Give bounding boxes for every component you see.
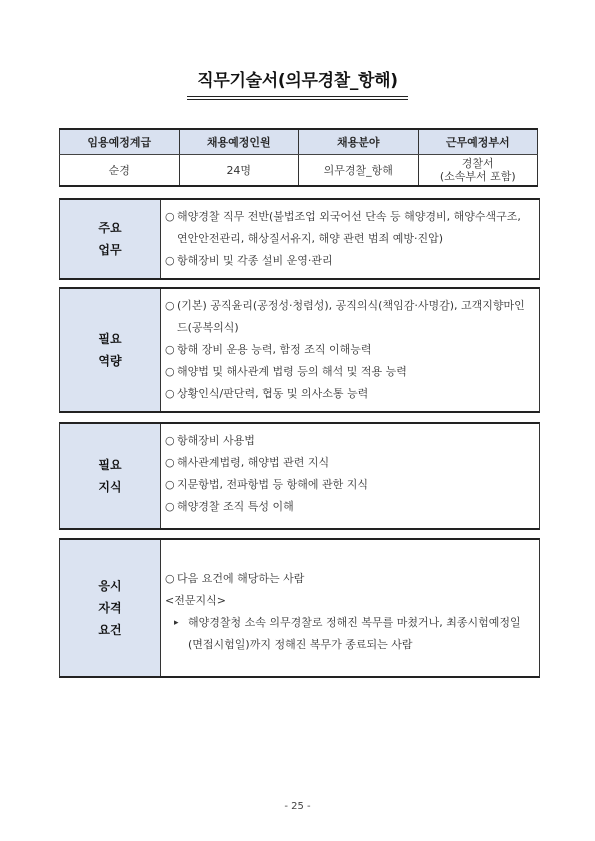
section-knowledge (59, 422, 540, 530)
section-duties-label-2: 업무 (98, 243, 122, 257)
circle-bullet-icon: ○ (165, 343, 175, 356)
header-rank: 임용예정계급 (60, 129, 180, 155)
section-qualification-label-2: 자격 (98, 601, 122, 615)
circle-bullet-icon: ○ (165, 387, 175, 400)
list-item (165, 295, 535, 339)
section-knowledge-label (60, 424, 161, 528)
section-duties-label-1: 주요 (98, 221, 122, 235)
circle-bullet-icon: ○ (165, 456, 175, 469)
section-competency (59, 287, 540, 413)
circle-bullet-icon: ○ (165, 299, 175, 312)
section-duties-body (161, 200, 539, 278)
page-number: - 25 - (284, 801, 311, 812)
header-field: 채용분야 (299, 129, 419, 155)
value-department (418, 155, 538, 187)
header-headcount: 채용예정인원 (179, 129, 299, 155)
list-item-text: 항해 장비 운용 능력, 함정 조직 이해능력 (177, 343, 372, 356)
position-info-table (59, 128, 538, 187)
section-duties (59, 198, 540, 280)
list-item-text: 해양경찰 조직 특성 이해 (177, 500, 294, 513)
section-duties-label (60, 200, 161, 278)
list-item (165, 568, 535, 590)
list-item (165, 496, 535, 518)
list-item (165, 206, 535, 250)
circle-bullet-icon: ○ (165, 478, 175, 491)
section-qualification-body (161, 540, 539, 676)
list-item (165, 430, 535, 452)
circle-bullet-icon: ○ (165, 434, 175, 447)
circle-bullet-icon: ○ (165, 254, 175, 267)
section-competency-label-1: 필요 (98, 332, 122, 346)
list-item-text: 다음 요건에 해당하는 사람 (177, 572, 305, 585)
list-item (165, 361, 535, 383)
title-wrap (0, 66, 595, 100)
section-knowledge-label-1: 필요 (98, 458, 122, 472)
page-title: 직무기술서(의무경찰_항해) (187, 66, 407, 100)
section-competency-body (161, 289, 539, 411)
list-item (165, 474, 535, 496)
list-item (165, 452, 535, 474)
section-qualification-label-3: 요건 (98, 623, 122, 637)
info-value-row (60, 155, 538, 187)
list-item-text: (기본) 공직윤리(공정성·청렴성), 공직의식(책임감·사명감), 고객지향마인드(공복의식) (177, 299, 525, 334)
dept-line-2: (소속부서 포함) (439, 170, 516, 183)
sub-list-item-text: 해양경찰청 소속 의무경찰로 정해진 복무를 마쳤거나, 최종시험예정일(면접시험일)까지 정해진 복무가 종료되는 사람 (188, 616, 521, 651)
list-item-text: 상황인식/판단력, 협동 및 의사소통 능력 (177, 387, 369, 400)
section-competency-label-2: 역량 (98, 354, 122, 368)
category-label: <전문지식> (165, 594, 226, 607)
circle-bullet-icon: ○ (165, 572, 175, 585)
value-headcount: 24명 (179, 155, 299, 187)
section-qualification-label-1: 응시 (98, 579, 122, 593)
list-item (165, 339, 535, 361)
info-header-row (60, 129, 538, 155)
circle-bullet-icon: ○ (165, 210, 175, 223)
section-knowledge-label-2: 지식 (98, 480, 122, 494)
sub-list-item (165, 612, 535, 656)
list-item-text: 항해장비 및 각종 설비 운영·관리 (177, 254, 333, 267)
arrow-bullet-icon: ▸ (174, 618, 179, 628)
list-item-text: 해사관계법령, 해양법 관련 지식 (177, 456, 330, 469)
section-knowledge-body (161, 424, 539, 528)
section-qualification-label (60, 540, 161, 676)
list-item-text: 해양법 및 해사관계 법령 등의 해석 및 적용 능력 (177, 365, 407, 378)
section-qualification (59, 538, 540, 678)
list-item (165, 383, 535, 405)
list-item (165, 250, 535, 272)
circle-bullet-icon: ○ (165, 365, 175, 378)
list-item-text: 지문항법, 전파항법 등 항해에 관한 지식 (177, 478, 368, 491)
value-field: 의무경찰_항해 (299, 155, 419, 187)
circle-bullet-icon: ○ (165, 500, 175, 513)
list-item-text: 항해장비 사용법 (177, 434, 255, 447)
section-competency-label (60, 289, 161, 411)
header-department: 근무예정부서 (418, 129, 538, 155)
dept-line-1: 경찰서 (461, 157, 494, 170)
list-item-text: 해양경찰 직무 전반(불법조업 외국어선 단속 등 해양경비, 해양수색구조, 연안안전관리, 해상질서유지, 해양 관련 범죄 예방·진압) (177, 210, 521, 245)
value-rank: 순경 (60, 155, 180, 187)
